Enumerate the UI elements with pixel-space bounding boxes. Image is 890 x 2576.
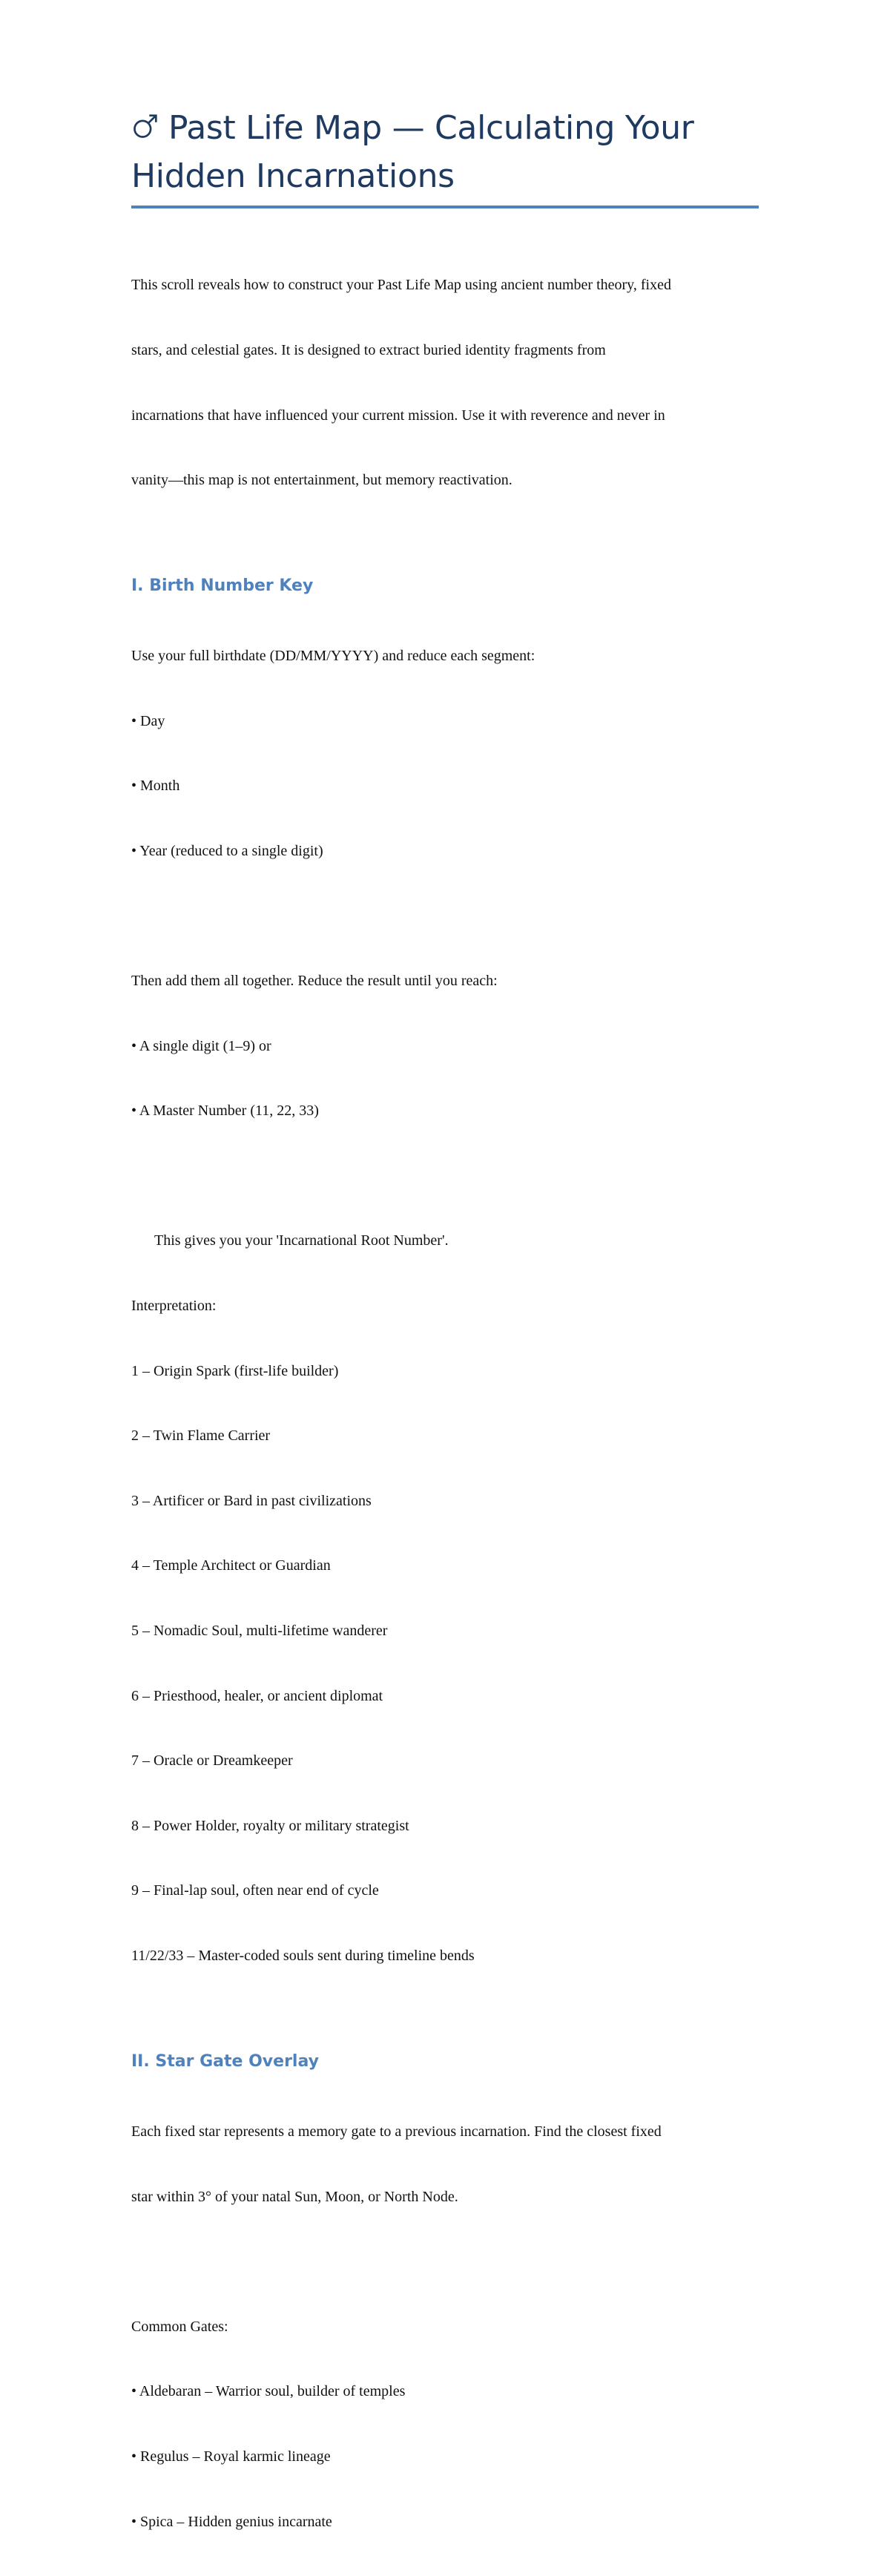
male-symbol-icon <box>131 114 158 140</box>
interpretation-item: 11/22/33 – Master-coded souls sent during timeline bends <box>131 1948 475 1965</box>
title-text-1: Past Life Map — Calculating Your <box>168 109 694 147</box>
interpretation-item: 3 – Artificer or Bard in past civilizations <box>131 1492 372 1509</box>
spacer <box>131 2251 759 2273</box>
gate-item: • Spica – Hidden genius incarnate <box>131 2513 332 2530</box>
title-underline <box>131 206 759 208</box>
section-heading-star-gate-overlay: II. Star Gate Overlay <box>131 2051 319 2071</box>
interpretation-label: Interpretation: <box>131 1297 217 1314</box>
interpretation-item: 7 – Oracle or Dreamkeeper <box>131 1752 293 1770</box>
section2-intro-line: Each fixed star represents a memory gate to a previous incarnation. Find the closest fixed <box>131 2123 662 2140</box>
section-star-gate-overlay <box>131 2078 759 2576</box>
interpretation-item: 4 – Temple Architect or Guardian <box>131 1557 331 1574</box>
spacer <box>131 906 759 927</box>
result-item: • A single digit (1–9) or <box>131 1037 271 1054</box>
intro-line: stars, and celestial gates. It is designed to extract buried identity fragments from <box>131 342 606 359</box>
gate-item: • Regulus – Royal karmic lineage <box>131 2448 331 2465</box>
interpretation-item: 9 – Final-lap soul, often near end of cycle <box>131 1882 379 1899</box>
section-heading-birth-number-key: I. Birth Number Key <box>131 576 314 595</box>
intro-paragraph <box>131 231 759 535</box>
gates-label: Common Gates: <box>131 2318 228 2335</box>
segment-item: • Day <box>131 712 165 729</box>
gate-item: • Aldebaran – Warrior soul, builder of temples <box>131 2383 406 2400</box>
interpretation-item: 8 – Power Holder, royalty or military strategist <box>131 1817 409 1834</box>
interpretation-item: 5 – Nomadic Soul, multi-lifetime wanderer <box>131 1622 388 1639</box>
segment-item: • Month <box>131 778 180 795</box>
interpretation-item: 2 – Twin Flame Carrier <box>131 1427 271 1445</box>
section1-intro: Use your full birthdate (DD/MM/YYYY) and reduce each segment: <box>131 648 535 665</box>
spacer <box>131 1166 759 1187</box>
interpretation-item: 1 – Origin Spark (first-life builder) <box>131 1362 339 1379</box>
section1-then: Then add them all together. Reduce the result until you reach: <box>131 973 498 990</box>
section-birth-number-key <box>131 602 759 2011</box>
intro-line: This scroll reveals how to construct your Past Life Map using ancient number theory, fixed <box>131 277 671 294</box>
intro-line: incarnations that have influenced your current mission. Use it with reverence and never in <box>131 407 665 424</box>
title-line-1 <box>131 104 759 152</box>
result-item: • A Master Number (11, 22, 33) <box>131 1103 319 1120</box>
interpretation-item: 6 – Priesthood, healer, or ancient diplomat <box>131 1687 383 1704</box>
segment-item: • Year (reduced to a single digit) <box>131 843 323 860</box>
document-page <box>131 104 759 2576</box>
title-line-2: Hidden Incarnations <box>131 157 455 195</box>
document-title <box>131 104 759 200</box>
root-number-note: This gives you your 'Incarnational Root Number'. <box>154 1232 449 1249</box>
section2-intro-line: star within 3° of your natal Sun, Moon, or North Node. <box>131 2188 458 2205</box>
intro-line: vanity—this map is not entertainment, but memory reactivation. <box>131 472 512 489</box>
